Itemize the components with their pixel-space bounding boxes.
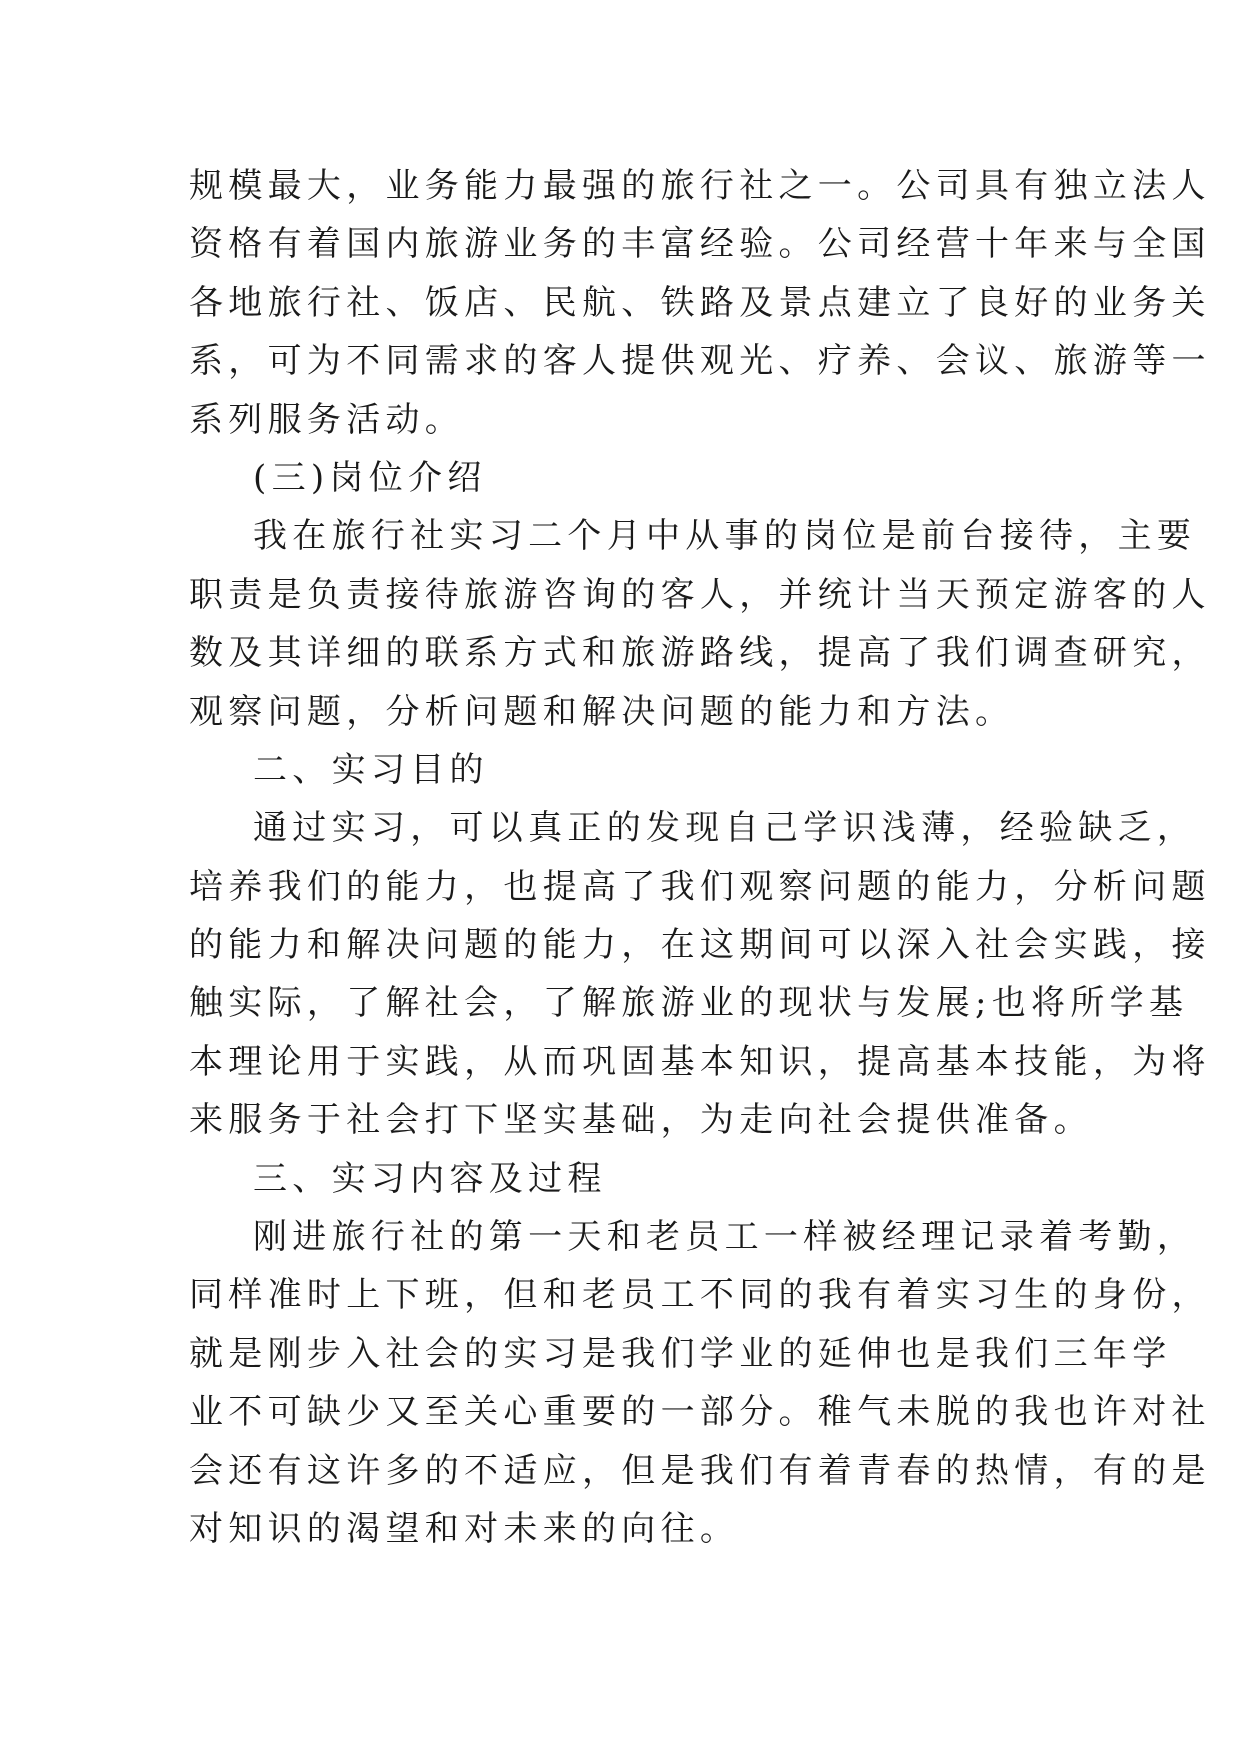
- text-line: 业不可缺少又至关心重要的一部分。稚气未脱的我也许对社: [189, 1392, 1211, 1433]
- text-line: 我在旅行社实习二个月中从事的岗位是前台接待，主要: [253, 516, 1197, 557]
- text-line: 各地旅行社、饭店、民航、铁路及景点建立了良好的业务关: [189, 282, 1211, 323]
- text-line: 触实际，了解社会，了解旅游业的现状与发展;也将所学基: [189, 983, 1189, 1024]
- text-line: 培养我们的能力，也提高了我们观察问题的能力，分析问题: [189, 866, 1211, 907]
- text-line: 系列服务活动。: [189, 399, 465, 440]
- text-line: 观察问题，分析问题和解决问题的能力和方法。: [189, 691, 1015, 732]
- section-heading-internship-purpose: 二、实习目的: [253, 749, 489, 790]
- section-heading-internship-content: 三、实习内容及过程: [253, 1158, 607, 1199]
- text-line: 会还有这许多的不适应，但是我们有着青春的热情，有的是: [189, 1450, 1211, 1491]
- text-line: 数及其详细的联系方式和旅游路线，提高了我们调查研究，: [189, 633, 1211, 674]
- text-line: 同样准时上下班，但和老员工不同的我有着实习生的身份，: [189, 1275, 1211, 1316]
- text-line: 的能力和解决问题的能力，在这期间可以深入社会实践，接: [189, 925, 1211, 966]
- document-body: [189, 157, 1211, 1558]
- text-line: 职责是负责接待旅游咨询的客人，并统计当天预定游客的人: [189, 574, 1211, 615]
- text-line: 刚进旅行社的第一天和老员工一样被经理记录着考勤，: [253, 1217, 1197, 1258]
- text-line: 对知识的渴望和对未来的向往。: [189, 1508, 740, 1549]
- text-line: 来服务于社会打下坚实基础，为走向社会提供准备。: [189, 1100, 1093, 1141]
- text-line: 资格有着国内旅游业务的丰富经验。公司经营十年来与全国: [189, 224, 1211, 265]
- text-line: 系，可为不同需求的客人提供观光、疗养、会议、旅游等一: [189, 341, 1211, 382]
- text-line: 就是刚步入社会的实习是我们学业的延伸也是我们三年学: [189, 1333, 1172, 1374]
- text-line: 规模最大，业务能力最强的旅行社之一。公司具有独立法人: [189, 166, 1211, 206]
- text-line: 通过实习，可以真正的发现自己学识浅薄，经验缺乏，: [253, 808, 1197, 849]
- text-line: 本理论用于实践，从而巩固基本知识，提高基本技能，为将: [189, 1041, 1211, 1082]
- section-heading-position-intro: (三)岗位介绍: [253, 457, 487, 498]
